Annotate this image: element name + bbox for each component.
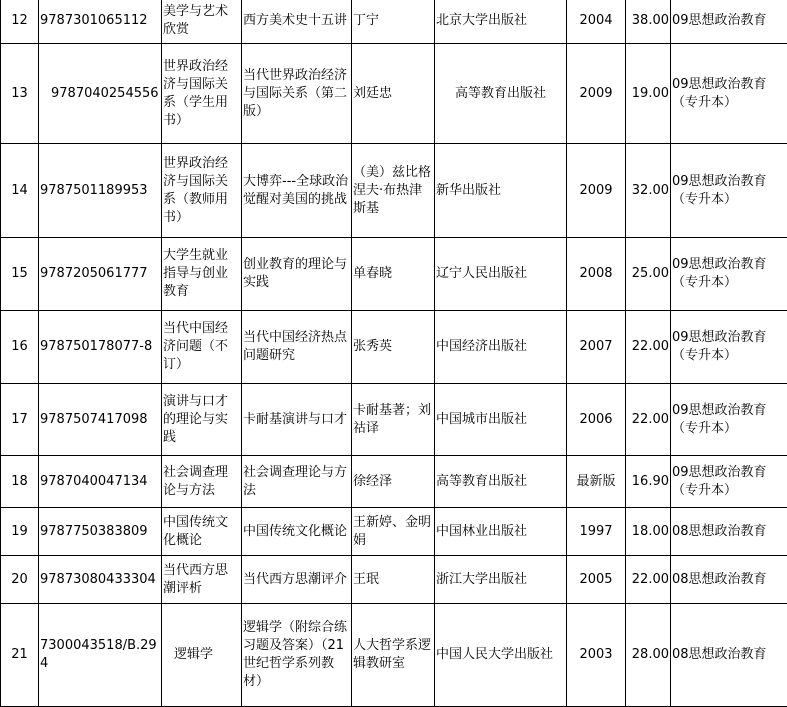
cell-class: 09思想政治教育（专升本） (671, 311, 787, 384)
cell-publisher: 中国人民大学出版社 (435, 604, 567, 707)
cell-author: 人大哲学系逻辑教研室 (352, 604, 435, 707)
cell-title: 创业教育的理论与实践 (242, 238, 352, 311)
cell-course: 美学与艺术欣赏 (162, 0, 242, 44)
cell-isbn: 97873080433304 (39, 556, 162, 604)
cell-class: 08思想政治教育 (671, 604, 787, 707)
cell-publisher: 中国经济出版社 (435, 311, 567, 384)
cell-no: 15 (1, 238, 39, 311)
cell-price: 19.00 (626, 44, 671, 144)
cell-year: 2009 (567, 144, 626, 238)
cell-course: 演讲与口才的理论与实践 (162, 384, 242, 456)
cell-year: 2006 (567, 384, 626, 456)
cell-price: 38.00 (626, 0, 671, 44)
cell-course: 当代西方思潮评析 (162, 556, 242, 604)
cell-class: 09思想政治教育（专升本） (671, 44, 787, 144)
cell-no: 20 (1, 556, 39, 604)
table-body (1, 0, 787, 707)
cell-title: 当代西方思潮评介 (242, 556, 352, 604)
cell-isbn: 9787301065112 (39, 0, 162, 44)
cell-isbn: 9787501189953 (39, 144, 162, 238)
cell-price: 32.00 (626, 144, 671, 238)
cell-course: 大学生就业指导与创业教育 (162, 238, 242, 311)
cell-isbn: 9787040254556 (39, 44, 162, 144)
cell-price: 18.00 (626, 508, 671, 556)
cell-author: 丁宁 (352, 0, 435, 44)
cell-no: 21 (1, 604, 39, 707)
cell-year: 2005 (567, 556, 626, 604)
cell-price: 22.00 (626, 556, 671, 604)
cell-author: 刘廷忠 (352, 44, 435, 144)
cell-course: 社会调查理论与方法 (162, 456, 242, 508)
cell-year: 2007 (567, 311, 626, 384)
cell-no: 18 (1, 456, 39, 508)
table-row (1, 311, 787, 384)
cell-price: 16.90 (626, 456, 671, 508)
cell-no: 19 (1, 508, 39, 556)
table-row (1, 0, 787, 44)
table-row (1, 384, 787, 456)
cell-year: 2009 (567, 44, 626, 144)
cell-price: 22.00 (626, 384, 671, 456)
cell-class: 09思想政治教育（专升本） (671, 144, 787, 238)
cell-price: 25.00 (626, 238, 671, 311)
cell-publisher: 浙江大学出版社 (435, 556, 567, 604)
cell-title: 西方美术史十五讲 (242, 0, 352, 44)
table-row (1, 238, 787, 311)
cell-publisher: 中国林业出版社 (435, 508, 567, 556)
cell-class: 09思想政治教育 (671, 0, 787, 44)
cell-course: 逻辑学 (162, 604, 242, 707)
table-row (1, 144, 787, 238)
cell-publisher: 中国城市出版社 (435, 384, 567, 456)
cell-no: 12 (1, 0, 39, 44)
cell-year: 2003 (567, 604, 626, 707)
cell-isbn: 9787040047134 (39, 456, 162, 508)
cell-publisher: 新华出版社 (435, 144, 567, 238)
cell-class: 09思想政治教育（专升本） (671, 384, 787, 456)
cell-title: 当代世界政治经济与国际关系（第二版） (242, 44, 352, 144)
cell-course: 当代中国经济问题（不订） (162, 311, 242, 384)
cell-author: 卡耐基著；刘祜译 (352, 384, 435, 456)
cell-title: 逻辑学（附综合练习题及答案）（21世纪哲学系列教材） (242, 604, 352, 707)
table-row (1, 556, 787, 604)
cell-isbn: 978750178077-8 (39, 311, 162, 384)
cell-publisher: 辽宁人民出版社 (435, 238, 567, 311)
cell-author: 王新婷、金明娟 (352, 508, 435, 556)
cell-price: 22.00 (626, 311, 671, 384)
cell-author: （美）兹比格涅夫·布热津斯基 (352, 144, 435, 238)
cell-class: 08思想政治教育 (671, 508, 787, 556)
cell-title: 大博弈---全球政治觉醒对美国的挑战 (242, 144, 352, 238)
cell-title: 当代中国经济热点问题研究 (242, 311, 352, 384)
table-row (1, 456, 787, 508)
cell-course: 世界政治经济与国际关系（学生用书） (162, 44, 242, 144)
cell-author: 王珉 (352, 556, 435, 604)
cell-isbn: 9787507417098 (39, 384, 162, 456)
cell-year: 最新版 (567, 456, 626, 508)
cell-author: 徐经泽 (352, 456, 435, 508)
cell-title: 社会调查理论与方法 (242, 456, 352, 508)
table-row (1, 604, 787, 707)
cell-course: 中国传统文化概论 (162, 508, 242, 556)
cell-course: 世界政治经济与国际关系（教师用书） (162, 144, 242, 238)
cell-year: 2008 (567, 238, 626, 311)
cell-author: 单春晓 (352, 238, 435, 311)
cell-year: 2004 (567, 0, 626, 44)
cell-price: 28.00 (626, 604, 671, 707)
cell-no: 13 (1, 44, 39, 144)
table-row (1, 508, 787, 556)
cell-no: 14 (1, 144, 39, 238)
cell-class: 09思想政治教育（专升本） (671, 238, 787, 311)
cell-isbn: 9787205061777 (39, 238, 162, 311)
cell-isbn: 9787750383809 (39, 508, 162, 556)
cell-title: 中国传统文化概论 (242, 508, 352, 556)
cell-publisher: 高等教育出版社 (435, 44, 567, 144)
cell-no: 17 (1, 384, 39, 456)
cell-publisher: 高等教育出版社 (435, 456, 567, 508)
cell-author: 张秀英 (352, 311, 435, 384)
table-row (1, 44, 787, 144)
cell-publisher: 北京大学出版社 (435, 0, 567, 44)
cell-class: 09思想政治教育（专升本） (671, 456, 787, 508)
cell-year: 1997 (567, 508, 626, 556)
cell-isbn: 7300043518/B.294 (39, 604, 162, 707)
cell-class: 08思想政治教育 (671, 556, 787, 604)
cell-title: 卡耐基演讲与口才 (242, 384, 352, 456)
cell-no: 16 (1, 311, 39, 384)
